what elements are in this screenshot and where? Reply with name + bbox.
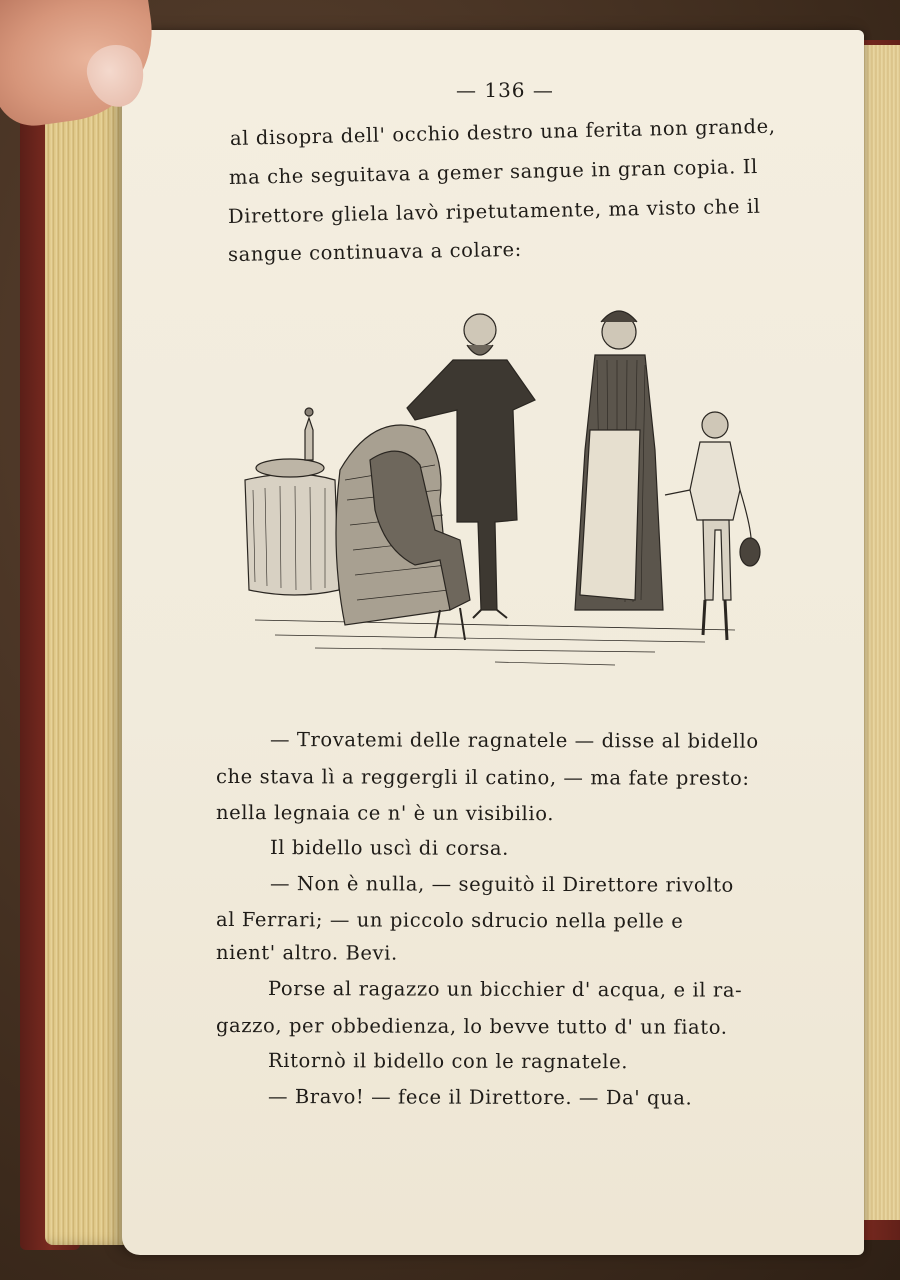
text-line: al disopra dell' occhio destro una ferita non grande, bbox=[229, 114, 776, 150]
text-line: — Trovatemi delle ragnatele — disse al bidello bbox=[269, 728, 759, 753]
engraving-illustration bbox=[235, 290, 795, 680]
text-line: Il bidello uscì di corsa. bbox=[269, 836, 509, 860]
text-line: che stava lì a reggergli il catino, — ma fate presto: bbox=[215, 765, 750, 790]
right-page-edges bbox=[858, 45, 900, 1220]
text-line: nella legnaia ce n' è un visibilio. bbox=[215, 801, 555, 826]
text-line: nient' altro. Bevi. bbox=[215, 941, 398, 965]
text-line: — Bravo! — fece il Direttore. — Da' qua. bbox=[267, 1085, 693, 1110]
text-line: sangue continuava a colare: bbox=[227, 237, 522, 266]
text-line: gazzo, per obbedienza, lo bevve tutto d' un fiato. bbox=[215, 1014, 728, 1039]
text-line: — Non è nulla, — seguitò il Direttore rivolto bbox=[269, 872, 734, 897]
text-line: ma che seguitava a gemer sangue in gran copia. Il bbox=[228, 154, 759, 189]
text-line: Direttore gliela lavò ripetutamente, ma visto che il bbox=[227, 194, 761, 228]
text-line: Porse al ragazzo un bicchier d' acqua, e il ra- bbox=[267, 977, 743, 1002]
text-line: Ritornò il bidello con le ragnatele. bbox=[267, 1049, 629, 1074]
text-line: al Ferrari; — un piccolo sdrucio nella pelle e bbox=[215, 908, 684, 933]
page-number: — 136 — bbox=[456, 78, 554, 102]
